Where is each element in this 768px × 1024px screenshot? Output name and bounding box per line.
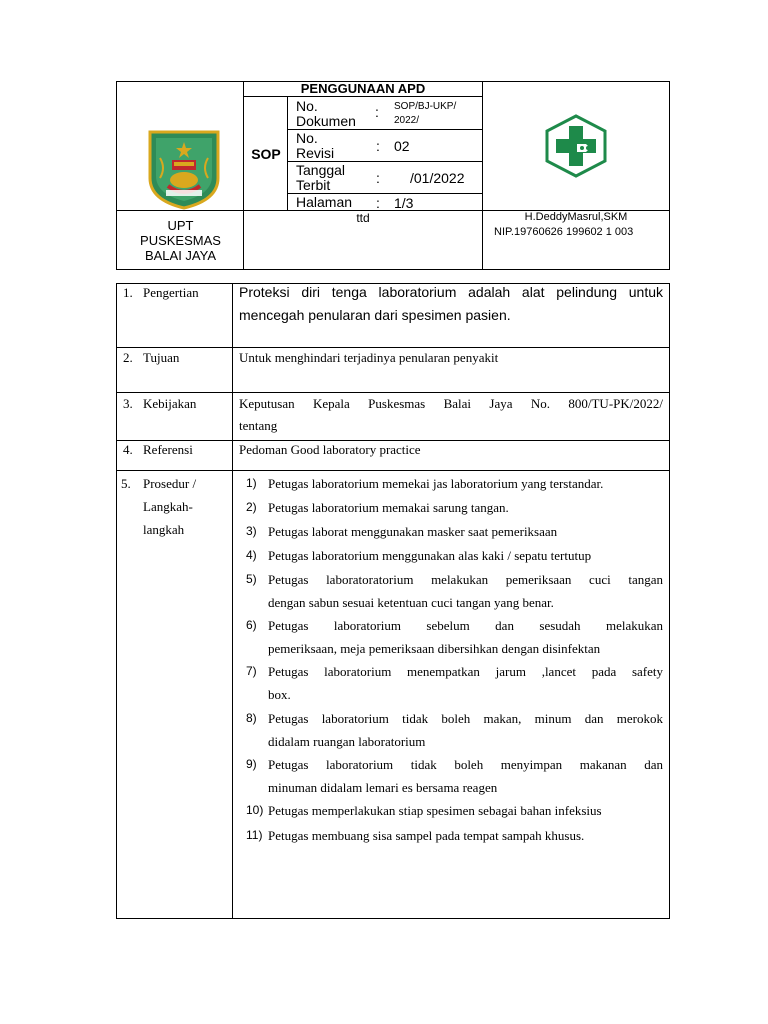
- puskesmas-logo: [544, 114, 608, 178]
- section-text-line: Untuk menghindari terjadinya penularan penyakit: [239, 350, 499, 365]
- section-text-line: Keputusan Kepala Puskesmas Balai Jaya No. 800/TU-PK/2022/: [239, 396, 663, 411]
- section-label-kebijakan: Kebijakan: [143, 396, 197, 411]
- list-item-text: Petugas laboratoratorium melakukan pemeriksaan cuci tangan: [268, 572, 663, 587]
- row-colon: :: [376, 195, 380, 211]
- list-item-number: 10): [246, 803, 264, 817]
- list-item-text: Petugas membuang sisa sampel pada tempat sampah khusus.: [268, 828, 585, 843]
- list-item-text: Petugas laboratorium tidak boleh menyimpan makanan dan: [268, 757, 663, 772]
- list-item-text: pemeriksaan, meja pemeriksaan dibersihkan dengan disinfektan: [268, 641, 601, 656]
- section-text-line: mencegah penularan dari spesimen pasien.: [239, 307, 511, 323]
- section-text-line: tentang: [239, 418, 278, 433]
- row-value-tanggal-terbit: /01/2022: [410, 170, 465, 186]
- list-item-number: 11): [246, 828, 263, 842]
- section-number: 5.: [121, 476, 131, 491]
- list-item-text: minuman didalam lemari es bersama reagen: [268, 780, 498, 795]
- list-item-text: Petugas memperlakukan stiap spesimen sebagai bahan infeksius: [268, 803, 602, 818]
- list-item-text: Petugas laboratorium sebelum dan sesudah melakukan: [268, 618, 663, 633]
- list-item-number: 1): [246, 476, 257, 490]
- signature-ttd: ttd: [356, 211, 370, 225]
- section-text-line: Pedoman Good laboratory practice: [239, 442, 421, 457]
- sop-label: SOP: [251, 146, 281, 162]
- row-value-no-dokumen: SOP/BJ-UKP/ 2022/: [394, 101, 457, 126]
- list-item-number: 3): [246, 524, 257, 538]
- document-title: PENGGUNAAN APD: [300, 81, 426, 96]
- signer-name: H.DeddyMasrul,SKM: [524, 211, 628, 223]
- row-value-no-revisi: 02: [394, 138, 410, 154]
- regional-emblem-logo: [146, 128, 222, 210]
- list-item-text: Petugas laboratorium memakai sarung tangan.: [268, 500, 509, 515]
- organization-name: UPT PUSKESMAS BALAI JAYA: [140, 218, 221, 263]
- section-number: 1.: [123, 285, 133, 300]
- signer-nip: NIP.19760626 199602 1 003: [494, 226, 634, 238]
- list-item-text: box.: [268, 687, 291, 702]
- row-label-no-revisi: No. Revisi: [296, 130, 335, 161]
- list-item-number: 9): [246, 757, 257, 771]
- list-item-text: Petugas laboratorium tidak boleh makan, minum dan merokok: [268, 711, 663, 726]
- row-colon: :: [376, 170, 380, 186]
- section-number: 3.: [123, 396, 133, 411]
- row-value-halaman: 1/3: [394, 195, 414, 211]
- section-text-line: Proteksi diri tenga laboratorium adalah alat pelindung untuk: [239, 284, 663, 300]
- section-label-prosedur: Langkah-: [143, 499, 193, 514]
- list-item-number: 6): [246, 618, 257, 632]
- list-item-number: 7): [246, 664, 257, 678]
- list-item-text: didalam ruangan laboratorium: [268, 734, 426, 749]
- section-label-prosedur: Prosedur /: [143, 476, 197, 491]
- list-item-number: 4): [246, 548, 257, 562]
- section-number: 4.: [123, 442, 133, 457]
- list-item-text: Petugas laboratorium menggunakan alas kaki / sepatu tertutup: [268, 548, 592, 563]
- section-label-referensi: Referensi: [143, 442, 193, 457]
- list-item-text: dengan sabun sesuai ketentuan cuci tangan yang benar.: [268, 595, 554, 610]
- row-colon: :: [376, 138, 380, 154]
- section-label-pengertian: Pengertian: [143, 285, 199, 300]
- row-label-halaman: Halaman: [296, 194, 353, 210]
- row-colon: :: [375, 104, 379, 120]
- list-item-text: Petugas laborat menggunakan masker saat pemeriksaan: [268, 524, 558, 539]
- list-item-number: 5): [246, 572, 257, 586]
- row-label-no-dokumen: No. Dokumen: [296, 98, 356, 129]
- section-number: 2.: [123, 350, 133, 365]
- list-item-number: 2): [246, 500, 257, 514]
- list-item-text: Petugas laboratorium menempatkan jarum ,lancet pada safety: [268, 664, 663, 679]
- list-item-number: 8): [246, 711, 257, 725]
- list-item-text: Petugas laboratorium memekai jas laboratorium yang terstandar.: [268, 476, 604, 491]
- row-label-tanggal-terbit: Tanggal Terbit: [296, 162, 346, 193]
- section-label-prosedur: langkah: [143, 522, 185, 537]
- section-label-tujuan: Tujuan: [143, 350, 180, 365]
